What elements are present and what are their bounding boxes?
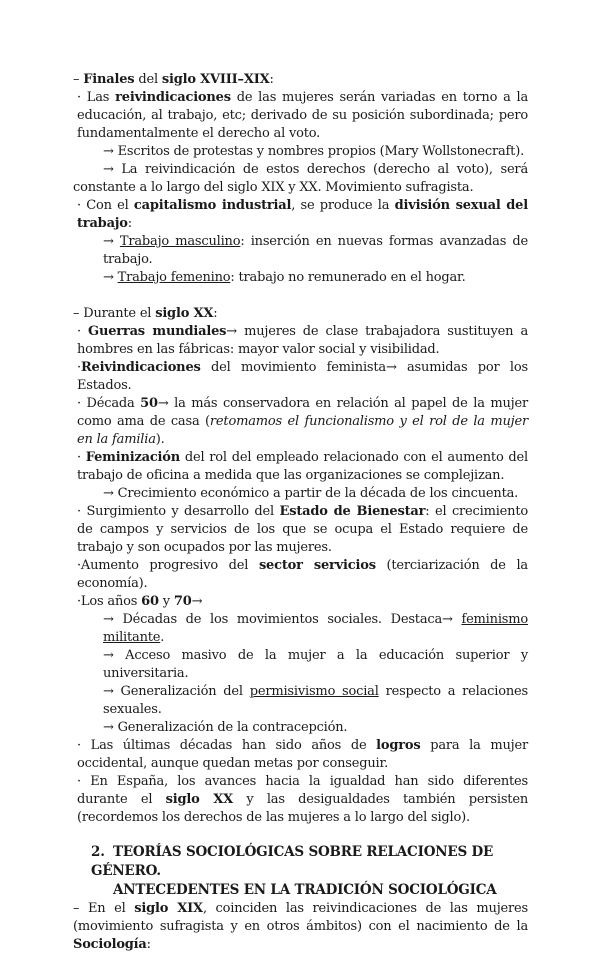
bullet-espana: · En España, los avances hacia la igualdad han sido diferentes durante el siglo XX y las desigualdades también persisten (recordemos los derechos de las mujeres a lo largo del siglo). — [77, 774, 528, 825]
bullet-reivindicaciones-estados: ·Reivindicaciones del movimiento feminista→ asumidas por los Estados. — [77, 360, 528, 393]
bullet-anos-60-70: ·Los años 60 y 70→ — [77, 594, 203, 609]
bullet-estado-bienestar: · Surgimiento y desarrollo del Estado de Bienestar: el crecimiento de campos y servicios de los que se ocupa el Estado requiere de trabajo y son ocupados por las mujeres. — [77, 504, 528, 555]
arrow-derecho-voto: → La reivindicación de estos derechos (derecho al voto), será constante a lo largo del siglo XIX y XX. Movimiento sufragista. — [73, 162, 528, 195]
arrow-contracepcion: → Generalización de la contracepción. — [103, 720, 348, 735]
bullet-guerras: · Guerras mundiales→ mujeres de clase trabajadora sustituyen a hombres en las fábricas: mayor valor social y visibilidad. — [77, 324, 529, 357]
bullet-capitalismo: · Con el capitalismo industrial, se produce la división sexual del trabajo: — [77, 198, 528, 231]
arrow-permisivismo: → Generalización del permisivismo social respecto a relaciones sexuales. — [103, 684, 528, 717]
arrow-trabajo-masculino: → Trabajo masculino: inserción en nuevas formas avanzadas de trabajo. — [103, 234, 529, 267]
section-intro-siglo-xix: – En el siglo XIX, coinciden las reivindicaciones de las mujeres (movimiento sufragista y en otros ámbitos) con el nacimiento de la Sociología: — [73, 901, 529, 952]
arrow-trabajo-femenino: → Trabajo femenino: trabajo no remunerado en el hogar. — [103, 270, 466, 285]
heading-line-2: ANTECEDENTES EN LA TRADICIÓN SOCIOLÓGICA — [113, 882, 497, 898]
bullet-reivindicaciones: · Las reivindicaciones de las mujeres serán variadas en torno a la educación, al trabajo, etc; derivado de su posición subordinada; pero fundamentalmente el derecho al voto. — [77, 90, 528, 141]
arrow-movimientos-sociales: → Décadas de los movimientos sociales. Destaca→ feminismo militante. — [103, 612, 528, 645]
section-intro-siglo-xx: – Durante el siglo XX: — [73, 306, 218, 321]
arrow-crecimiento: → Crecimiento económico a partir de la década de los cincuenta. — [103, 486, 519, 501]
section-intro-finales: – Finales del siglo XVIII–XIX: — [73, 72, 274, 87]
blank-line — [73, 287, 528, 305]
heading-line-1: 2. TEORÍAS SOCIOLÓGICAS SOBRE RELACIONES DE GÉNERO. — [91, 844, 494, 879]
heading-number: 2. — [91, 844, 105, 860]
bullet-sector-servicios: ·Aumento progresivo del sector servicios (terciarización de la economía). — [77, 558, 528, 591]
arrow-acceso-educacion: → Acceso masivo de la mujer a la educación superior y universitaria. — [103, 648, 528, 681]
bullet-decada-50: · Década 50→ la más conservadora en relación al papel de la mujer como ama de casa (retomamos el funcionalismo y el rol de la mujer en la familia). — [77, 396, 528, 447]
bullet-feminizacion: · Feminización del rol del empleado relacionado con el aumento del trabajo de oficina a medida que las organizaciones se complejizan. — [77, 450, 528, 483]
bullet-logros: · Las últimas décadas han sido años de logros para la mujer occidental, aunque quedan metas por conseguir. — [77, 738, 528, 771]
section-heading-2 — [91, 843, 528, 900]
arrow-escritos: → Escritos de protestas y nombres propios (Mary Wollstonecraft). — [103, 144, 524, 159]
